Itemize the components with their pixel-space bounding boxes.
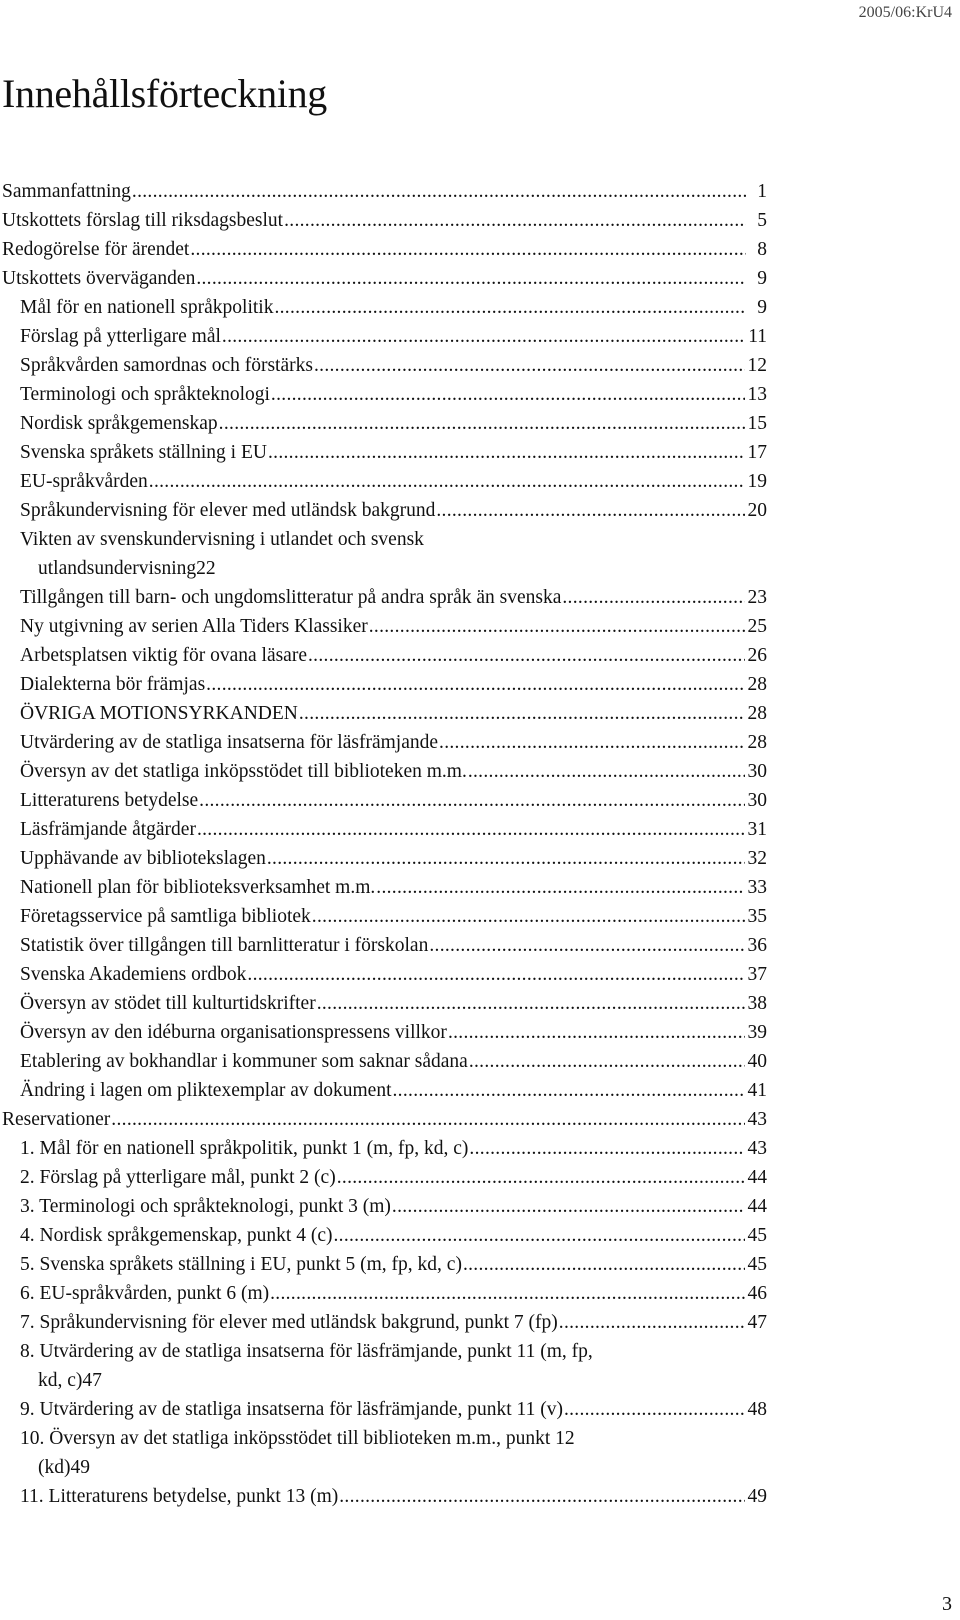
- toc-entry-title: Utvärdering av de statliga insatserna för läsfrämjande: [20, 732, 439, 753]
- toc-entry[interactable]: [0, 1337, 767, 1395]
- toc-entry-page: 37: [747, 964, 767, 985]
- dot-leader: [314, 351, 745, 380]
- dot-leader: [468, 757, 745, 786]
- toc-entry-title: Svenska Akademiens ordbok: [20, 964, 247, 985]
- dot-leader: [562, 583, 744, 612]
- toc-entry-title-cont: utlandsundervisning: [38, 558, 197, 579]
- toc-entry[interactable]: [0, 670, 767, 699]
- dot-leader: [271, 380, 745, 409]
- toc-entry-page: 45: [747, 1225, 767, 1246]
- toc-entry-title: Litteraturens betydelse: [20, 790, 199, 811]
- toc-entry-page: 44: [747, 1196, 767, 1217]
- toc-entry-page: 31: [747, 819, 767, 840]
- toc-entry-page: 25: [747, 616, 767, 637]
- toc-entry-title: Översyn av det statliga inköpsstödet till biblioteken m.m.: [20, 761, 467, 782]
- toc-entry[interactable]: [0, 583, 767, 612]
- toc-entry[interactable]: [0, 1134, 767, 1163]
- toc-entry[interactable]: [0, 1424, 767, 1482]
- toc-entry-title: Upphävande av bibliotekslagen: [20, 848, 266, 869]
- toc-entry-page: 9: [757, 297, 767, 318]
- toc-entry-title: Redogörelse för ärendet: [2, 239, 190, 260]
- toc-entry[interactable]: [0, 264, 767, 293]
- toc-entry[interactable]: [0, 699, 767, 728]
- toc-entry[interactable]: [0, 1308, 767, 1337]
- dot-leader: [333, 1221, 744, 1250]
- toc-entry[interactable]: [0, 873, 767, 902]
- dot-leader: [267, 844, 745, 873]
- toc-entry-title: Översyn av den idéburna organisationspressens villkor: [20, 1022, 447, 1043]
- toc-entry[interactable]: [0, 786, 767, 815]
- toc-entry-title: Översyn av stödet till kulturtidskrifter: [20, 993, 316, 1014]
- toc-entry[interactable]: [0, 1076, 767, 1105]
- toc-entry-title: ÖVRIGA MOTIONSYRKANDEN: [20, 703, 298, 724]
- toc-entry-title: Språkundervisning för elever med utländsk bakgrund: [20, 500, 436, 521]
- toc-entry-title: EU-språkvården: [20, 471, 148, 492]
- toc-entry[interactable]: [0, 409, 767, 438]
- toc-entry-title: Nationell plan för biblioteksverksamhet m.m.: [20, 877, 376, 898]
- toc-entry-page: 11: [748, 326, 767, 347]
- toc-entry-title: 2. Förslag på ytterligare mål, punkt 2 (c): [20, 1167, 336, 1188]
- toc-entry-page: 41: [747, 1080, 767, 1101]
- toc-entry-page: 33: [747, 877, 767, 898]
- dot-leader: [268, 438, 745, 467]
- toc-entry[interactable]: [0, 931, 767, 960]
- toc-entry[interactable]: [0, 1482, 767, 1511]
- toc-entry-page: 20: [747, 500, 767, 521]
- dot-leader: [392, 1192, 745, 1221]
- toc-entry-title: 7. Språkundervisning för elever med utländsk bakgrund, punkt 7 (fp): [20, 1312, 558, 1333]
- toc-entry-title: Etablering av bokhandlar i kommuner som saknar sådana: [20, 1051, 468, 1072]
- dot-leader: [222, 322, 745, 351]
- toc-entry-page: 49: [747, 1486, 767, 1507]
- toc-entry-title: 11. Litteraturens betydelse, punkt 13 (m): [20, 1486, 339, 1507]
- toc-entry[interactable]: [0, 525, 767, 583]
- toc-entry-title: Läsfrämjande åtgärder: [20, 819, 196, 840]
- toc-entry-page: 30: [747, 790, 767, 811]
- toc-entry-title-cont: kd, c): [38, 1370, 83, 1391]
- dot-leader: [206, 670, 744, 699]
- toc-entry-page: 1: [757, 181, 767, 202]
- toc-entry[interactable]: [0, 1279, 767, 1308]
- dot-leader: [111, 1105, 744, 1134]
- toc-entry-page: 28: [747, 732, 767, 753]
- toc-entry-title: Utskottets förslag till riksdagsbeslut: [2, 210, 284, 231]
- toc-entry[interactable]: [0, 960, 767, 989]
- document-code: 2005/06:KrU4: [858, 4, 952, 21]
- toc-entry-title: Mål för en nationell språkpolitik: [20, 297, 274, 318]
- dot-leader: [199, 786, 744, 815]
- toc-entry-title-cont: (kd): [38, 1457, 71, 1478]
- dot-leader: [284, 206, 746, 235]
- toc-entry-page: 9: [757, 268, 767, 289]
- toc-entry[interactable]: [0, 380, 767, 409]
- toc-entry-page: 12: [747, 355, 767, 376]
- page-title: Innehållsförteckning: [2, 71, 327, 116]
- dot-leader: [274, 293, 746, 322]
- toc-entry-title: Dialekterna bör främjas: [20, 674, 206, 695]
- toc-entry-page: 45: [747, 1254, 767, 1275]
- toc-entry[interactable]: [0, 496, 767, 525]
- dot-leader: [149, 467, 745, 496]
- dot-leader: [469, 1047, 745, 1076]
- toc-entry[interactable]: [0, 1221, 767, 1250]
- toc-entry-title: Sammanfattning: [2, 181, 131, 202]
- toc-entry-page: 44: [747, 1167, 767, 1188]
- toc-entry-continuation: [20, 1366, 767, 1395]
- toc-entry[interactable]: [0, 438, 767, 467]
- toc-entry-title: 8. Utvärdering av de statliga insatserna för läsfrämjande, punkt 11 (m, fp,: [20, 1341, 593, 1362]
- toc-entry[interactable]: [0, 177, 767, 206]
- toc-entry-page: 36: [747, 935, 767, 956]
- toc-entry-page: 5: [757, 210, 767, 231]
- dot-leader: [339, 1482, 744, 1511]
- dot-leader: [429, 931, 744, 960]
- toc-entry[interactable]: [0, 322, 767, 351]
- dot-leader: [376, 873, 744, 902]
- toc-entry[interactable]: [0, 1250, 767, 1279]
- dot-leader: [337, 1163, 745, 1192]
- toc-entry-title: Ny utgivning av serien Alla Tiders Klassiker: [20, 616, 368, 637]
- dot-leader: [132, 177, 746, 206]
- toc-entry-page: 46: [747, 1283, 767, 1304]
- toc-entry[interactable]: [0, 1395, 767, 1424]
- toc-entry[interactable]: [0, 757, 767, 786]
- toc-entry-page: 15: [747, 413, 767, 434]
- dot-leader: [369, 612, 745, 641]
- toc-entry-title: Terminologi och språkteknologi: [20, 384, 270, 405]
- toc-entry[interactable]: [0, 235, 767, 264]
- toc-entry-title: 9. Utvärdering av de statliga insatserna för läsfrämjande, punkt 11 (v): [20, 1399, 563, 1420]
- toc-entry-page: 28: [747, 703, 767, 724]
- toc-entry[interactable]: [0, 1047, 767, 1076]
- toc-entry-title: Statistik över tillgången till barnlitteratur i förskolan: [20, 935, 429, 956]
- toc-entry-page: 28: [747, 674, 767, 695]
- dot-leader: [197, 815, 745, 844]
- dot-leader: [196, 264, 746, 293]
- toc-entry[interactable]: [0, 1192, 767, 1221]
- toc-entry-page: 35: [747, 906, 767, 927]
- toc-entry-page: 17: [747, 442, 767, 463]
- toc-entry-page: 23: [747, 587, 767, 608]
- toc-entry[interactable]: [0, 844, 767, 873]
- toc-entry-page: 13: [747, 384, 767, 405]
- dot-leader: [469, 1134, 744, 1163]
- dot-leader: [564, 1395, 745, 1424]
- toc-entry-page: 43: [747, 1138, 767, 1159]
- toc-entry-continuation: [20, 1453, 767, 1482]
- toc-entry-title: Språkvården samordnas och förstärks: [20, 355, 313, 376]
- toc-entry[interactable]: [0, 206, 767, 235]
- dot-leader: [247, 960, 744, 989]
- toc-entry[interactable]: [0, 351, 767, 380]
- dot-leader: [312, 902, 745, 931]
- toc-entry[interactable]: [0, 467, 767, 496]
- dot-leader: [219, 409, 745, 438]
- toc-entry[interactable]: [0, 815, 767, 844]
- toc-entry-title: 5. Svenska språkets ställning i EU, punkt 5 (m, fp, kd, c): [20, 1254, 462, 1275]
- toc-entry[interactable]: [0, 1018, 767, 1047]
- toc-entry-page: 39: [747, 1022, 767, 1043]
- table-of-contents: [0, 177, 767, 1511]
- toc-entry[interactable]: [0, 612, 767, 641]
- toc-entry-title: Reservationer: [2, 1109, 111, 1130]
- toc-entry-page: 32: [747, 848, 767, 869]
- page-number: 3: [942, 1593, 952, 1615]
- toc-entry-title: Arbetsplatsen viktig för ovana läsare: [20, 645, 307, 666]
- toc-entry-page: 49: [70, 1457, 90, 1478]
- toc-entry-page: 47: [747, 1312, 767, 1333]
- toc-entry[interactable]: [0, 1163, 767, 1192]
- toc-entry-title: Nordisk språkgemenskap: [20, 413, 218, 434]
- toc-entry[interactable]: [0, 989, 767, 1018]
- toc-entry-page: 26: [747, 645, 767, 666]
- toc-entry-title: Företagsservice på samtliga bibliotek: [20, 906, 311, 927]
- toc-entry-title: Tillgången till barn- och ungdomslitteratur på andra språk än svenska: [20, 587, 562, 608]
- toc-entry-title: Svenska språkets ställning i EU: [20, 442, 267, 463]
- toc-entry[interactable]: [0, 293, 767, 322]
- dot-leader: [317, 989, 745, 1018]
- dot-leader: [190, 235, 746, 264]
- toc-entry-page: 22: [196, 558, 216, 579]
- toc-entry-title: Förslag på ytterligare mål: [20, 326, 221, 347]
- toc-entry[interactable]: [0, 1105, 767, 1134]
- dot-leader: [270, 1279, 744, 1308]
- dot-leader: [393, 1076, 745, 1105]
- toc-entry[interactable]: [0, 902, 767, 931]
- toc-entry-page: 30: [747, 761, 767, 782]
- toc-entry-title: Ändring i lagen om pliktexemplar av dokument: [20, 1080, 392, 1101]
- toc-entry[interactable]: [0, 728, 767, 757]
- dot-leader: [559, 1308, 745, 1337]
- toc-entry-page: 43: [747, 1109, 767, 1130]
- toc-entry-page: 8: [757, 239, 767, 260]
- dot-leader: [308, 641, 745, 670]
- toc-entry-page: 38: [747, 993, 767, 1014]
- dot-leader: [448, 1018, 745, 1047]
- toc-entry-page: 47: [82, 1370, 102, 1391]
- toc-entry-page: 19: [747, 471, 767, 492]
- toc-entry-title: 3. Terminologi och språkteknologi, punkt 3 (m): [20, 1196, 391, 1217]
- dot-leader: [299, 699, 745, 728]
- toc-entry[interactable]: [0, 641, 767, 670]
- toc-entry-title: 10. Översyn av det statliga inköpsstödet till biblioteken m.m., punkt 12: [20, 1428, 575, 1449]
- toc-entry-continuation: [20, 554, 767, 583]
- dot-leader: [436, 496, 744, 525]
- toc-entry-page: 40: [747, 1051, 767, 1072]
- toc-entry-title: Utskottets överväganden: [2, 268, 196, 289]
- toc-entry-title: 6. EU-språkvården, punkt 6 (m): [20, 1283, 270, 1304]
- toc-entry-title: Vikten av svenskundervisning i utlandet och svensk: [20, 529, 424, 550]
- dot-leader: [439, 728, 744, 757]
- toc-entry-page: 48: [747, 1399, 767, 1420]
- dot-leader: [463, 1250, 745, 1279]
- toc-entry-title: 4. Nordisk språkgemenskap, punkt 4 (c): [20, 1225, 333, 1246]
- toc-entry-title: 1. Mål för en nationell språkpolitik, punkt 1 (m, fp, kd, c): [20, 1138, 469, 1159]
